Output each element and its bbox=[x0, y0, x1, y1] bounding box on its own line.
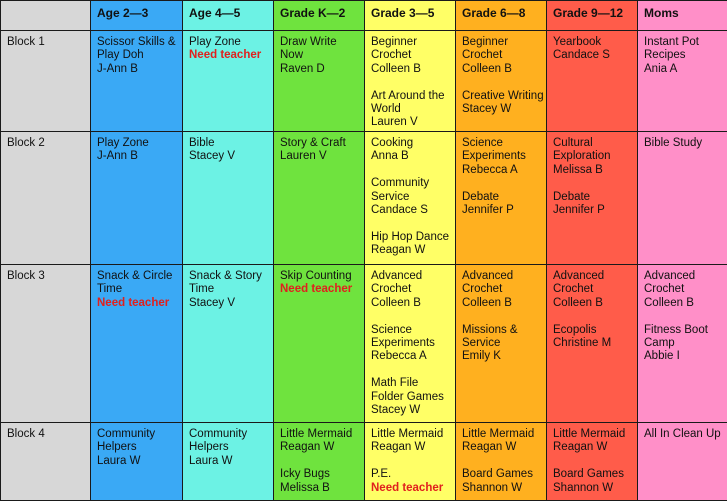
header-corner bbox=[1, 1, 91, 31]
class-line: Scissor Skills & bbox=[97, 36, 178, 49]
class-line: Colleen B bbox=[553, 297, 633, 310]
need-teacher-label: Need teacher bbox=[189, 49, 269, 62]
class-line: Experiments bbox=[371, 337, 451, 350]
class-line: Beginner bbox=[462, 36, 542, 49]
class-line: Crochet bbox=[371, 49, 451, 62]
header-row bbox=[1, 1, 727, 31]
schedule-cell bbox=[638, 132, 727, 265]
schedule-cell bbox=[91, 31, 183, 132]
need-teacher-label: Need teacher bbox=[97, 297, 178, 310]
class-line: Reagan W bbox=[462, 441, 542, 454]
schedule-cell bbox=[365, 265, 456, 423]
class-line: Service bbox=[462, 337, 542, 350]
class-entry bbox=[644, 36, 723, 76]
class-entry bbox=[371, 137, 451, 164]
block-label: Block 2 bbox=[1, 132, 91, 265]
header-grade-6-8: Grade 6—8 bbox=[456, 1, 547, 31]
class-entry bbox=[371, 36, 451, 76]
class-entry bbox=[553, 428, 633, 455]
schedule-cell bbox=[183, 265, 274, 423]
need-teacher-label: Need teacher bbox=[280, 283, 360, 296]
class-line: Board Games bbox=[553, 468, 633, 481]
schedule-cell bbox=[91, 132, 183, 265]
schedule-cell bbox=[547, 423, 638, 501]
schedule-cell bbox=[365, 31, 456, 132]
class-line: Crochet bbox=[553, 283, 633, 296]
class-line: Stacey W bbox=[462, 103, 542, 116]
block-label: Block 4 bbox=[1, 423, 91, 501]
class-line: Reagan W bbox=[371, 244, 451, 257]
class-line: Bible Study bbox=[644, 137, 723, 150]
class-entry bbox=[553, 191, 633, 218]
class-line: Anna B bbox=[371, 150, 451, 163]
class-line: Little Mermaid bbox=[553, 428, 633, 441]
class-line: Play Doh bbox=[97, 49, 178, 62]
class-entry bbox=[553, 270, 633, 310]
class-entry bbox=[462, 468, 542, 495]
class-line: Crochet bbox=[371, 283, 451, 296]
class-line: Raven D bbox=[280, 63, 360, 76]
class-entry bbox=[462, 90, 542, 117]
schedule-cell bbox=[365, 423, 456, 501]
class-entry bbox=[462, 324, 542, 364]
class-line: Little Mermaid bbox=[371, 428, 451, 441]
class-line: Stacey W bbox=[371, 404, 451, 417]
class-entry bbox=[280, 137, 360, 164]
class-entry bbox=[371, 90, 451, 130]
class-entry bbox=[644, 324, 723, 364]
schedule-cell bbox=[274, 265, 365, 423]
schedule-cell bbox=[365, 132, 456, 265]
class-line: Candace S bbox=[371, 204, 451, 217]
schedule-cell bbox=[91, 265, 183, 423]
class-line: Cooking bbox=[371, 137, 451, 150]
class-entry bbox=[280, 468, 360, 495]
class-entry bbox=[189, 428, 269, 468]
class-line: J-Ann B bbox=[97, 150, 178, 163]
class-line: Little Mermaid bbox=[280, 428, 360, 441]
class-line: Folder Games bbox=[371, 391, 451, 404]
class-line: J-Ann B bbox=[97, 63, 178, 76]
class-line: Crochet bbox=[462, 283, 542, 296]
class-entry bbox=[553, 36, 633, 63]
class-entry bbox=[462, 428, 542, 455]
class-entry bbox=[280, 428, 360, 455]
class-line: Crochet bbox=[644, 283, 723, 296]
class-line: Emily K bbox=[462, 350, 542, 363]
block-row bbox=[1, 265, 727, 423]
schedule-cell bbox=[638, 423, 727, 501]
schedule-cell bbox=[274, 423, 365, 501]
class-entry bbox=[189, 137, 269, 164]
class-line: Shannon W bbox=[553, 482, 633, 495]
class-line: Melissa B bbox=[280, 482, 360, 495]
class-entry bbox=[553, 137, 633, 177]
class-line: Camp bbox=[644, 337, 723, 350]
class-line: Lauren V bbox=[371, 116, 451, 129]
class-line: Fitness Boot bbox=[644, 324, 723, 337]
class-entry bbox=[189, 36, 269, 63]
class-line: Science bbox=[462, 137, 542, 150]
class-line: Jennifer P bbox=[553, 204, 633, 217]
class-line: Now bbox=[280, 49, 360, 62]
class-line: Exploration bbox=[553, 150, 633, 163]
class-line: Ecopolis bbox=[553, 324, 633, 337]
class-line: Service bbox=[371, 191, 451, 204]
class-line: Candace S bbox=[553, 49, 633, 62]
class-entry bbox=[371, 177, 451, 217]
class-line: Colleen B bbox=[462, 297, 542, 310]
class-line: Colleen B bbox=[371, 63, 451, 76]
schedule-cell bbox=[456, 423, 547, 501]
class-line: Story & Craft bbox=[280, 137, 360, 150]
class-line: Community bbox=[189, 428, 269, 441]
class-line: Laura W bbox=[189, 455, 269, 468]
class-line: Abbie I bbox=[644, 350, 723, 363]
class-entry bbox=[97, 428, 178, 468]
header-age-4-5: Age 4—5 bbox=[183, 1, 274, 31]
class-line: Snack & Circle bbox=[97, 270, 178, 283]
class-line: P.E. bbox=[371, 468, 451, 481]
class-line: Skip Counting bbox=[280, 270, 360, 283]
block-label: Block 3 bbox=[1, 265, 91, 423]
class-line: Missions & bbox=[462, 324, 542, 337]
schedule-cell bbox=[456, 31, 547, 132]
need-teacher-label: Need teacher bbox=[371, 482, 451, 495]
schedule-cell bbox=[183, 132, 274, 265]
class-entry bbox=[462, 137, 542, 177]
class-line: Math File bbox=[371, 377, 451, 390]
class-entry bbox=[644, 270, 723, 310]
class-line: Cultural bbox=[553, 137, 633, 150]
class-line: Board Games bbox=[462, 468, 542, 481]
class-line: Melissa B bbox=[553, 164, 633, 177]
class-line: Time bbox=[97, 283, 178, 296]
schedule-cell bbox=[638, 265, 727, 423]
class-entry bbox=[553, 468, 633, 495]
class-entry bbox=[280, 270, 360, 297]
header-grade-9-12: Grade 9—12 bbox=[547, 1, 638, 31]
block-row bbox=[1, 132, 727, 265]
schedule-cell bbox=[91, 423, 183, 501]
class-line: Little Mermaid bbox=[462, 428, 542, 441]
schedule-cell bbox=[274, 31, 365, 132]
class-line: Science bbox=[371, 324, 451, 337]
class-line: Jennifer P bbox=[462, 204, 542, 217]
class-line: Christine M bbox=[553, 337, 633, 350]
class-entry bbox=[371, 324, 451, 364]
class-line: Advanced bbox=[644, 270, 723, 283]
class-entry bbox=[189, 270, 269, 310]
class-line: Play Zone bbox=[97, 137, 178, 150]
schedule-cell bbox=[547, 132, 638, 265]
class-line: Art Around the bbox=[371, 90, 451, 103]
class-line: Helpers bbox=[97, 441, 178, 454]
class-line: World bbox=[371, 103, 451, 116]
class-entry bbox=[97, 270, 178, 310]
class-line: Play Zone bbox=[189, 36, 269, 49]
class-entry bbox=[462, 36, 542, 76]
block-row bbox=[1, 31, 727, 132]
class-entry bbox=[97, 137, 178, 164]
class-line: Bible bbox=[189, 137, 269, 150]
class-line: Rebecca A bbox=[371, 350, 451, 363]
class-entry bbox=[371, 270, 451, 310]
class-line: Debate bbox=[553, 191, 633, 204]
class-line: Rebecca A bbox=[462, 164, 542, 177]
class-line: Stacey V bbox=[189, 297, 269, 310]
class-line: Colleen B bbox=[644, 297, 723, 310]
class-line: Advanced bbox=[553, 270, 633, 283]
class-line: Debate bbox=[462, 191, 542, 204]
class-line: Time bbox=[189, 283, 269, 296]
class-line: Experiments bbox=[462, 150, 542, 163]
class-entry bbox=[280, 36, 360, 76]
class-entry bbox=[644, 428, 723, 441]
class-line: Hip Hop Dance bbox=[371, 231, 451, 244]
class-line: Lauren V bbox=[280, 150, 360, 163]
schedule-cell bbox=[274, 132, 365, 265]
header-grade-k-2: Grade K—2 bbox=[274, 1, 365, 31]
header-age-2-3: Age 2—3 bbox=[91, 1, 183, 31]
header-grade-3-5: Grade 3—5 bbox=[365, 1, 456, 31]
class-entry bbox=[462, 191, 542, 218]
schedule-cell bbox=[547, 31, 638, 132]
class-line: Advanced bbox=[371, 270, 451, 283]
class-line: Crochet bbox=[462, 49, 542, 62]
class-entry bbox=[371, 428, 451, 455]
class-line: Reagan W bbox=[371, 441, 451, 454]
class-entry bbox=[462, 270, 542, 310]
class-line: Colleen B bbox=[371, 297, 451, 310]
class-line: Creative Writing bbox=[462, 90, 542, 103]
class-line: Reagan W bbox=[553, 441, 633, 454]
class-line: Advanced bbox=[462, 270, 542, 283]
class-line: All In Clean Up bbox=[644, 428, 723, 441]
schedule-cell bbox=[183, 31, 274, 132]
block-label: Block 1 bbox=[1, 31, 91, 132]
schedule-cell bbox=[638, 31, 727, 132]
class-line: Colleen B bbox=[462, 63, 542, 76]
class-line: Icky Bugs bbox=[280, 468, 360, 481]
class-line: Ania A bbox=[644, 63, 723, 76]
schedule-cell bbox=[456, 132, 547, 265]
class-entry bbox=[371, 231, 451, 258]
class-line: Community bbox=[97, 428, 178, 441]
class-line: Recipes bbox=[644, 49, 723, 62]
class-line: Stacey V bbox=[189, 150, 269, 163]
class-line: Community bbox=[371, 177, 451, 190]
class-entry bbox=[371, 468, 451, 495]
schedule-cell bbox=[547, 265, 638, 423]
class-line: Reagan W bbox=[280, 441, 360, 454]
schedule-cell bbox=[456, 265, 547, 423]
header-moms: Moms bbox=[638, 1, 727, 31]
class-line: Shannon W bbox=[462, 482, 542, 495]
class-line: Helpers bbox=[189, 441, 269, 454]
class-line: Draw Write bbox=[280, 36, 360, 49]
class-entry bbox=[553, 324, 633, 351]
class-entry bbox=[371, 377, 451, 417]
class-line: Instant Pot bbox=[644, 36, 723, 49]
schedule-cell bbox=[183, 423, 274, 501]
class-entry bbox=[644, 137, 723, 150]
block-row bbox=[1, 423, 727, 501]
class-line: Snack & Story bbox=[189, 270, 269, 283]
class-line: Laura W bbox=[97, 455, 178, 468]
class-line: Beginner bbox=[371, 36, 451, 49]
class-entry bbox=[97, 36, 178, 76]
class-line: Yearbook bbox=[553, 36, 633, 49]
